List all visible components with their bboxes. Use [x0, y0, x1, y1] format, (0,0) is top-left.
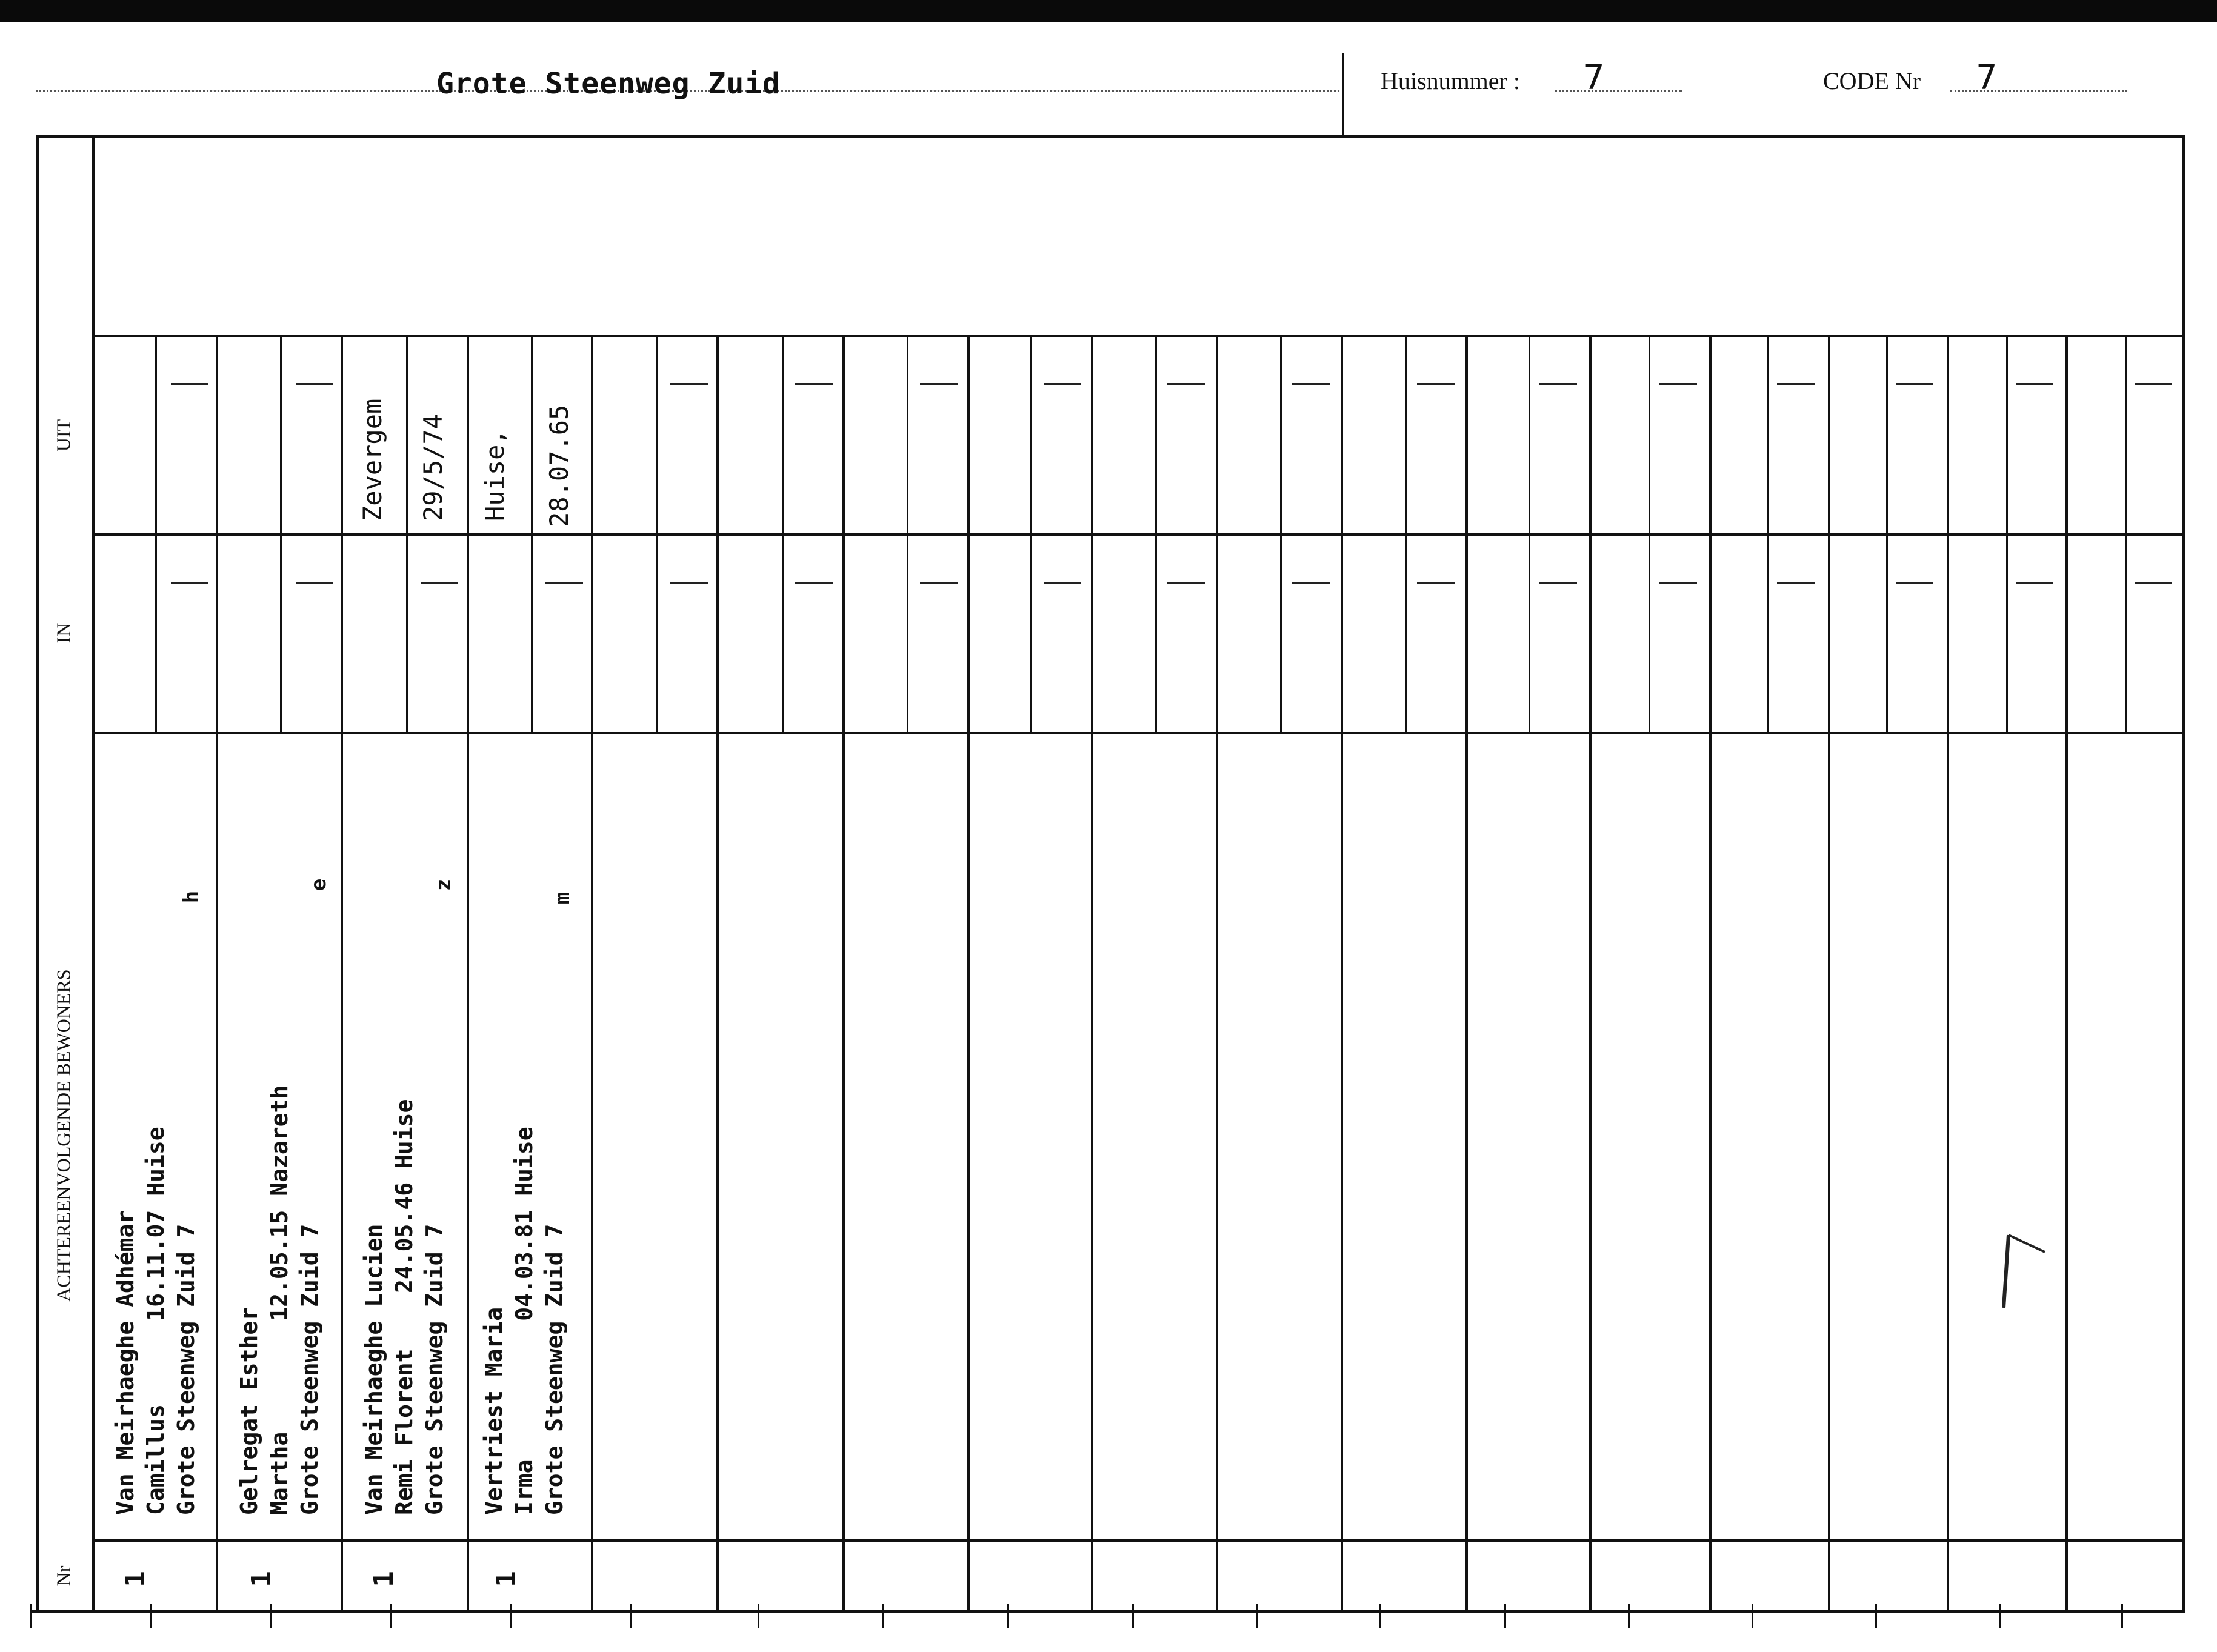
header-divider [1342, 53, 1344, 135]
uit-dash [1539, 383, 1577, 385]
resident-nr: 1 [368, 1571, 399, 1587]
sub-column-divider [1529, 335, 1530, 733]
house-number-value: 7 [1583, 58, 1605, 98]
resident-address: Grote Steenweg Zuid 7 [296, 1224, 323, 1515]
uit-date: 28.07.65 [544, 404, 574, 527]
in-row-label: IN [52, 622, 75, 644]
code-value: 7 [1976, 58, 1998, 98]
uit-dash [2016, 383, 2053, 385]
uit-dash [795, 383, 833, 385]
column-divider [1465, 335, 1468, 1612]
resident-sex: e [307, 878, 332, 891]
nr-row-label: Nr [52, 1565, 75, 1587]
sub-column-divider [1155, 335, 1157, 733]
resident-birth: Camillus 16.11.07 Huise [142, 1127, 169, 1515]
sub-column-divider [2125, 335, 2127, 733]
edge-tick [390, 1604, 392, 1628]
house-number-label: Huisnummer : [1381, 67, 1520, 95]
in-dash [171, 582, 208, 584]
sub-column-divider [1767, 335, 1769, 733]
edge-tick [1999, 1604, 2001, 1628]
column-divider [842, 335, 845, 1612]
edge-tick [150, 1604, 152, 1628]
resident-name: Vertriest Maria [481, 1307, 507, 1515]
uit-dash [670, 383, 708, 385]
column-divider [1947, 335, 1949, 1612]
nr-row-top [92, 1539, 2185, 1542]
uit-dash [1896, 383, 1933, 385]
in-dash [2016, 582, 2053, 584]
resident-name: Gelregat Esther [236, 1307, 262, 1515]
column-divider [216, 335, 218, 1612]
edge-tick [2121, 1604, 2123, 1628]
edge-tick [270, 1604, 272, 1628]
resident-name: Van Meirhaeghe Adhémar [112, 1210, 139, 1515]
resident-birth: Martha 12.05.15 Nazareth [266, 1085, 293, 1515]
in-dash [1292, 582, 1330, 584]
resident-birth: Remi Florent 24.05.46 Huise [391, 1099, 418, 1515]
column-divider [1828, 335, 1830, 1612]
label-column-divider [92, 135, 95, 1613]
uit-dash [1659, 383, 1697, 385]
column-divider [467, 335, 469, 1612]
in-dash [1167, 582, 1205, 584]
resident-address: Grote Steenweg Zuid 7 [541, 1224, 568, 1515]
column-divider [591, 335, 593, 1612]
in-dash [545, 582, 583, 584]
uit-dash [1167, 383, 1205, 385]
edge-tick [1256, 1604, 1258, 1628]
column-divider [1341, 335, 1343, 1612]
in-dash [1659, 582, 1697, 584]
table-bottom-border [30, 1610, 2185, 1613]
column-divider [1091, 335, 1093, 1612]
table-right-border [2182, 135, 2185, 1613]
sub-column-divider [2006, 335, 2008, 733]
sub-column-divider [907, 335, 908, 733]
in-dash [670, 582, 708, 584]
in-dash [1539, 582, 1577, 584]
resident-address: Grote Steenweg Zuid 7 [173, 1224, 199, 1515]
column-divider [967, 335, 970, 1612]
resident-sex: h [179, 890, 204, 904]
in-dash [1044, 582, 1081, 584]
uit-place: Huise, [480, 429, 510, 521]
sub-column-divider [656, 335, 658, 733]
resident-address: Grote Steenweg Zuid 7 [421, 1224, 448, 1515]
resident-sex: z [432, 878, 456, 891]
edge-tick [30, 1604, 32, 1628]
street-name: Grote Steenweg Zuid [436, 67, 781, 101]
sub-column-divider [155, 335, 157, 733]
sub-column-divider [1405, 335, 1407, 733]
table-left-border [36, 135, 39, 1613]
uit-dash [920, 383, 958, 385]
edge-tick [1875, 1604, 1877, 1628]
uit-place: Zevergem [358, 398, 387, 521]
column-divider [1589, 335, 1592, 1612]
resident-birth: Irma 04.03.81 Huise [511, 1127, 538, 1515]
uit-dash [1777, 383, 1815, 385]
resident-nr: 1 [119, 1571, 151, 1587]
uit-dash [1292, 383, 1330, 385]
uit-dash [171, 383, 208, 385]
in-dash [920, 582, 958, 584]
edge-tick [510, 1604, 512, 1628]
sub-column-divider [1280, 335, 1282, 733]
edge-tick [1007, 1604, 1009, 1628]
resident-nr: 1 [245, 1571, 277, 1587]
in-dash [795, 582, 833, 584]
column-divider [1216, 335, 1218, 1612]
column-divider [716, 335, 719, 1612]
handwritten-mark [1998, 1230, 2052, 1317]
house-number-dotted-line [1555, 90, 1682, 92]
edge-tick [1752, 1604, 1753, 1628]
edge-tick [630, 1604, 632, 1628]
resident-sex: m [550, 891, 575, 905]
edge-tick [1628, 1604, 1630, 1628]
scan-top-edge [0, 0, 2217, 22]
uit-date: 29/5/74 [418, 413, 448, 521]
in-dash [1417, 582, 1455, 584]
in-dash [1777, 582, 1815, 584]
sub-column-divider [280, 335, 282, 733]
uit-dash [1417, 383, 1455, 385]
column-divider [2065, 335, 2068, 1612]
sub-column-divider [531, 335, 533, 733]
edge-tick [758, 1604, 759, 1628]
resident-nr: 1 [490, 1571, 522, 1587]
uit-row-label: UIT [52, 419, 75, 452]
uit-dash [2135, 383, 2172, 385]
code-label: CODE Nr [1823, 67, 1921, 95]
sub-column-divider [1030, 335, 1032, 733]
residents-row-label: ACHTEREENVOLGENDE BEWONERS [52, 969, 75, 1302]
in-dash [2135, 582, 2172, 584]
in-dash [1896, 582, 1933, 584]
resident-name: Van Meirhaeghe Lucien [361, 1224, 387, 1515]
in-dash [421, 582, 458, 584]
sub-column-divider [406, 335, 408, 733]
sub-column-divider [1886, 335, 1888, 733]
uit-dash [1044, 383, 1081, 385]
edge-tick [1132, 1604, 1134, 1628]
column-divider [341, 335, 343, 1612]
sub-column-divider [782, 335, 784, 733]
edge-tick [1379, 1604, 1381, 1628]
column-divider [1709, 335, 1712, 1612]
sub-column-divider [1649, 335, 1650, 733]
table-top-border [36, 135, 2185, 138]
in-dash [296, 582, 333, 584]
edge-tick [882, 1604, 884, 1628]
uit-dash [296, 383, 333, 385]
edge-tick [1504, 1604, 1506, 1628]
